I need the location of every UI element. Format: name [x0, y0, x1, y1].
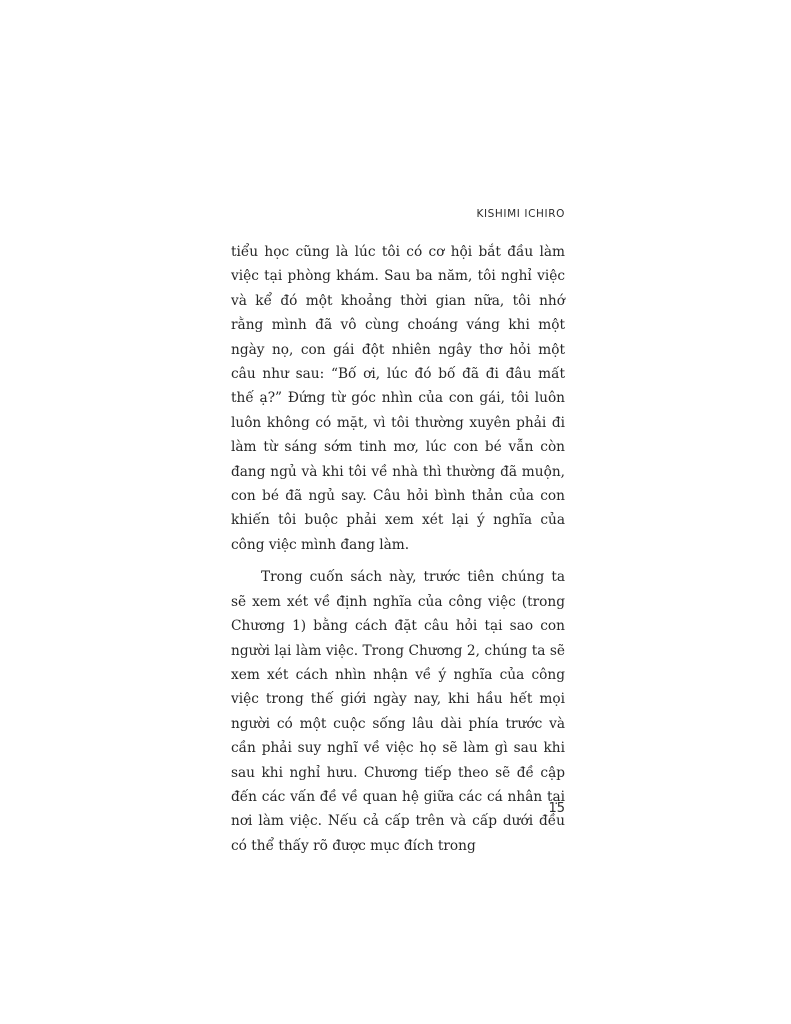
page-number: 15	[548, 801, 565, 816]
paragraph: Trong cuốn sách này, trước tiên chúng ta sẽ xem xét về định nghĩa của công việc (trong Chương 1) bằng cách đặt câu hỏi tại sao con người lại làm việc. Trong Chương 2, chúng ta sẽ xem xét cách nhìn nhận về ý nghĩa của công việc trong thế giới ngày nay, khi hầu hết mọi người có một cuộc sống lâu dài phía trước và cần phải suy nghĩ về việc họ sẽ làm gì sau khi sau khi nghỉ hưu. Chương tiếp theo sẽ đề cập đến các vấn đề về quan hệ giữa các cá nhân tại nơi làm việc. Nếu cả cấp trên và cấp dưới đều có thể thấy rõ được mục đích trong	[231, 569, 565, 854]
paragraph-continued: tiểu học cũng là lúc tôi có cơ hội bắt đầu làm việc tại phòng khám. Sau ba năm, tôi nghỉ việc và kể đó một khoảng thời gian nữa, tôi nhớ rằng mình đã vô cùng choáng váng khi một ngày nọ, con gái đột nhiên ngây thơ hỏi một câu như sau: “Bố ơi, lúc đó bố đã đi đâu mất thế ạ?” Đứng từ góc nhìn của con gái, tôi luôn luôn không có mặt, vì tôi thường xuyên phải đi làm từ sáng sớm tinh mơ, lúc con bé vẫn còn đang ngủ và khi tôi về nhà thì thường đã muộn, con bé đã ngủ say. Câu hỏi bình thản của con khiến tôi buộc phải xem xét lại ý nghĩa của công việc mình đang làm.	[231, 244, 565, 553]
body-text	[231, 240, 565, 858]
running-header: KISHIMI ICHIRO	[476, 208, 565, 220]
